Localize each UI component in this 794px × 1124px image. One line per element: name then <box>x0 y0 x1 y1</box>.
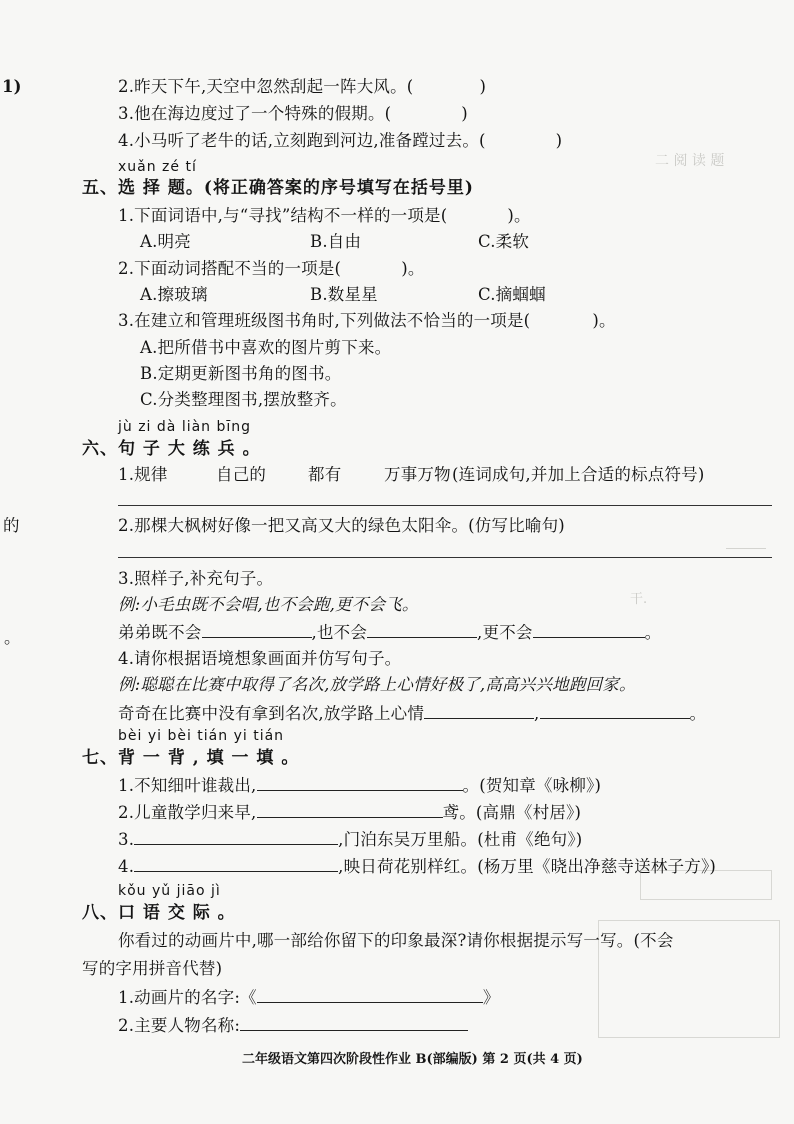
question-6-1-instruction: (连词成句,并加上合适的标点符号) <box>452 465 705 484</box>
section-pinyin: kǒu yǔ jiāo jì <box>118 883 221 899</box>
fill-sentence-6-4: 奇奇在比赛中没有拿到名次,放学路上心情 , 。 <box>118 704 707 723</box>
bleed-through-text: 二 阅 读 题 <box>655 153 725 169</box>
prompt-text: 写的字用拼音代替) <box>82 959 223 978</box>
option-c[interactable]: C.摘蝈蝈 <box>478 285 546 304</box>
margin-fragment: 1) <box>2 77 22 96</box>
option-b[interactable]: B.自由 <box>310 232 362 251</box>
fill-blank[interactable] <box>424 704 534 719</box>
question-6-4: 4.请你根据语境想象画面并仿写句子。 <box>118 649 402 668</box>
bleed-through-fragment: 干. <box>630 592 648 607</box>
example-sentence: 例:小毛虫既不会唱,也不会跑,更不会飞。 <box>118 595 419 614</box>
question-6-3: 3.照样子,补充句子。 <box>118 569 274 588</box>
answer-line[interactable] <box>118 557 772 558</box>
prompt-text: 你看过的动画片中,哪一部给你留下的印象最深?请你根据提示写一写。(不会 <box>118 931 674 950</box>
answer-line[interactable] <box>118 505 772 506</box>
question-text: 2.昨天下午,天空中忽然刮起一阵大风。( <box>118 77 414 96</box>
cartoon-name-line: 1.动画片的名字:《 》 <box>118 988 500 1007</box>
question-4-4: 4.小马听了老牛的话,立刻跑到河边,准备蹚过去。( ) <box>118 131 563 150</box>
fill-blank[interactable] <box>257 776 463 791</box>
poem-line-7-1: 1.不知细叶谁裁出, 。(贺知章《咏柳》) <box>118 776 602 795</box>
fill-blank[interactable] <box>134 857 338 872</box>
fill-blank[interactable] <box>533 623 645 638</box>
section-pinyin: xuǎn zé tí <box>118 159 197 175</box>
option-b[interactable]: B.数星星 <box>310 285 378 304</box>
poem-line-7-2: 2.儿童散学归来早, 鸢。(高鼎《村居》) <box>118 803 582 822</box>
fill-sentence-6-3: 弟弟既不会 ,也不会 ,更不会 。 <box>118 623 662 642</box>
fill-blank[interactable] <box>367 623 477 638</box>
question-5-2: 2.下面动词搭配不当的一项是( )。 <box>118 259 425 278</box>
fill-blank[interactable] <box>240 1016 468 1031</box>
poem-line-7-3: 3. ,门泊东吴万里船。(杜甫《绝句》) <box>118 830 583 849</box>
page-footer: 二年级语文第四次阶段性作业 B(部编版) 第 2 页(共 4 页) <box>242 1052 583 1067</box>
question-5-3: 3.在建立和管理班级图书角时,下列做法不恰当的一项是( )。 <box>118 311 616 330</box>
question-text: 4.小马听了老牛的话,立刻跑到河边,准备蹚过去。( <box>118 131 486 150</box>
question-4-3: 3.他在海边度过了一个特殊的假期。( ) <box>118 104 468 123</box>
example-sentence: 例:聪聪在比赛中取得了名次,放学路上心情好极了,高高兴兴地跑回家。 <box>118 675 636 694</box>
question-4-2: 2.昨天下午,天空中忽然刮起一阵大风。( ) <box>118 77 487 96</box>
question-6-1-word: 万事万物 <box>384 465 451 484</box>
section-title: 五、选 择 题。(将正确答案的序号填写在括号里) <box>82 178 474 198</box>
question-6-1-word: 1.规律 <box>118 465 168 484</box>
option-b[interactable]: B.定期更新图书角的图书。 <box>140 364 342 383</box>
fill-blank[interactable] <box>202 623 312 638</box>
section-title: 八、口 语 交 际 。 <box>82 903 236 923</box>
section-title: 七、背 一 背 , 填 一 填 。 <box>82 748 300 768</box>
margin-fragment: 。 <box>4 628 21 647</box>
fill-blank[interactable] <box>257 988 483 1003</box>
fill-blank[interactable] <box>540 704 690 719</box>
margin-fragment: 的 <box>3 516 20 535</box>
option-a[interactable]: A.明亮 <box>140 232 191 251</box>
character-name-line: 2.主要人物名称: <box>118 1016 468 1035</box>
option-c[interactable]: C.柔软 <box>478 232 530 251</box>
fill-blank[interactable] <box>134 830 338 845</box>
bleed-through-line <box>726 548 766 550</box>
section-title: 六、句 子 大 练 兵 。 <box>82 439 261 459</box>
fill-blank[interactable] <box>257 803 443 818</box>
question-6-1-word: 都有 <box>308 465 342 484</box>
section-pinyin: jù zi dà liàn bīng <box>118 419 252 435</box>
question-6-1-word: 自己的 <box>216 465 267 484</box>
question-6-2: 2.那棵大枫树好像一把又高又大的绿色太阳伞。(仿写比喻句) <box>118 516 565 535</box>
question-text: 3.他在海边度过了一个特殊的假期。( <box>118 104 392 123</box>
section-pinyin: bèi yi bèi tián yi tián <box>118 728 285 744</box>
poem-line-7-4: 4. ,映日荷花别样红。(杨万里《晓出净慈寺送林子方》) <box>118 857 717 876</box>
option-a[interactable]: A.擦玻璃 <box>140 285 208 304</box>
question-5-1: 1.下面词语中,与“寻找”结构不一样的一项是( )。 <box>118 206 531 225</box>
option-a[interactable]: A.把所借书中喜欢的图片剪下来。 <box>140 338 392 357</box>
option-c[interactable]: C.分类整理图书,摆放整齐。 <box>140 390 347 409</box>
